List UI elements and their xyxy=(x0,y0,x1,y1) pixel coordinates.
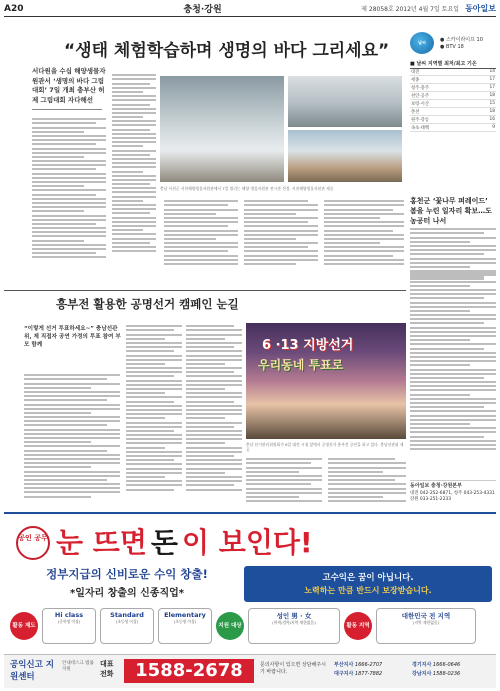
branch-item: 강남지사 1588-0236 xyxy=(412,671,461,677)
inquiry-message: 문의사항이 있으면 상담해주시기 바랍니다. xyxy=(260,662,326,675)
ad-tagline: *일자리 창출의 신종직업* xyxy=(69,588,185,599)
body-text-column xyxy=(24,372,120,508)
body-text-column xyxy=(112,72,156,268)
center-name: 공익신고 지원센터 xyxy=(10,660,55,682)
weather-table-heading: ■ 날씨 지역별 최저/최고 기온 xyxy=(410,60,496,69)
table-row: 원주·강릉 16 xyxy=(411,117,495,123)
center-services: 안내데스크 법률지원 xyxy=(62,661,94,672)
lead-headline: “생태 체험학습하며 생명의 바다 그리세요” xyxy=(64,41,390,61)
branch-item: 부산지사 1666-2707 xyxy=(334,662,383,668)
region-info: 대한민국 전 지역 (지역 제한없음) xyxy=(376,608,476,644)
activity-system-badge: 활동 제도 xyxy=(10,612,38,640)
body-text-column xyxy=(126,323,182,508)
course-standard: Standard (초등생 이상) xyxy=(100,608,154,644)
table-row: 세종 17 xyxy=(411,77,495,83)
issue-info: 제 28058호 2012년 4월 7일 토요일 xyxy=(361,6,460,13)
body-text-column xyxy=(324,198,404,272)
ad-headline: 눈 뜨면 돈 이 보인다! xyxy=(56,526,313,559)
advertisement xyxy=(4,512,496,688)
newspaper-logo: 동아일보 xyxy=(465,3,496,13)
branch-item: 경기지사 1666-0646 xyxy=(412,662,461,668)
stage-banner-text: 우리동네 투표로 xyxy=(258,358,344,372)
divider xyxy=(32,109,102,110)
page-number: A20 xyxy=(4,3,24,14)
branch-item: 대구지사 1877-7882 xyxy=(334,671,383,677)
body-text-column xyxy=(410,270,496,472)
body-text-column xyxy=(244,198,318,272)
table-row: 속초·태백 9 xyxy=(411,125,495,131)
eligibility-info: 성인 男 · 女 (학력/경력/지역 제한없음) xyxy=(248,608,340,644)
weather-channel: ● BTV 18 xyxy=(440,44,464,50)
ad-promo-box: 고수익은 꿈이 아닙니다. 노력하는 만큼 반드시 보장받습니다. xyxy=(244,566,492,602)
ad-subheadline: 정부지급의 신비로운 수익 창출! xyxy=(46,567,208,581)
aquarium-interior-photo xyxy=(160,76,284,182)
side-column xyxy=(410,270,496,510)
table-row: 천안·공주 18 xyxy=(411,93,495,99)
office-heading: 동아일보 충청·강원본부 xyxy=(410,483,462,489)
body-text-column xyxy=(328,456,406,508)
main-phone: 1588-2678 xyxy=(124,659,254,683)
lead-deck: 서다원을 수십 해양생물자원관서 ‘생명의 바다 그림대회’ 7일 개최 충부산 허제 그림대회 자다해선 xyxy=(32,67,106,104)
branch-list xyxy=(334,661,494,679)
weather-box xyxy=(410,22,496,190)
weather-channel: ● 스카이라이프 10 xyxy=(440,37,483,43)
photo-caption: 충남 선거관리위원회가 6일 대전 시청 앞에서 공명선거 흥부전 공연을 하고 있다. 충남선관위 제공 xyxy=(246,442,404,452)
side-headline: 홍천군 ‘꽃나무 퍼레이드’ 봄을 누린 일자리 확보…도농공터 나서 xyxy=(410,197,492,225)
body-text-column xyxy=(32,116,106,268)
second-deck: “이렇게 선거 투표하세요~” 충남선관위, 제 직접자 공연 가정의 투표 참여 부모 함께 xyxy=(24,326,121,348)
table-row: 보령·서산 15 xyxy=(411,101,495,107)
ad-feature-row xyxy=(10,606,494,646)
body-text-column xyxy=(186,323,242,508)
eligibility-badge: 지원 대상 xyxy=(216,612,244,640)
coastal-building-photo xyxy=(288,130,402,182)
ad-footer xyxy=(4,654,496,688)
weather-logo: 날씨 xyxy=(410,32,434,54)
body-text-column xyxy=(246,456,322,508)
ad-badge: 공인 공무 xyxy=(16,526,50,560)
office-phones: 대전 042-252-6871, 청주 043-253-4331 강원 033-251-2233 xyxy=(410,490,495,502)
course-elementary: Elementary (초등생 이상) xyxy=(158,608,212,644)
building-exterior-photo xyxy=(288,76,402,127)
masthead xyxy=(4,1,496,17)
phone-label: 대표 전화 xyxy=(100,660,114,678)
course-hiclass: Hi class (중학생 이상) xyxy=(42,608,96,644)
region-badge: 활동 지역 xyxy=(344,612,372,640)
stage-banner-text: 6 ·13 지방선거 xyxy=(262,338,354,353)
weather-table xyxy=(410,68,496,132)
table-row: 대전 14 xyxy=(411,69,495,75)
body-text-column xyxy=(164,198,238,272)
table-row: 춘천 18 xyxy=(411,109,495,115)
table-row: 청주·충주 17 xyxy=(411,85,495,91)
section-title: 충청·강원 xyxy=(183,5,222,15)
second-headline: 흥부전 활용한 공명선거 캠페인 눈길 xyxy=(56,297,239,311)
photo-caption: 충남 서천군 서천해양생물자원관에서 7일 열리는 해양 생물자원관 전시관 전경. 서천해양생물자원관 제공 xyxy=(160,186,334,191)
section-divider xyxy=(4,290,406,291)
office-contact xyxy=(410,480,496,504)
